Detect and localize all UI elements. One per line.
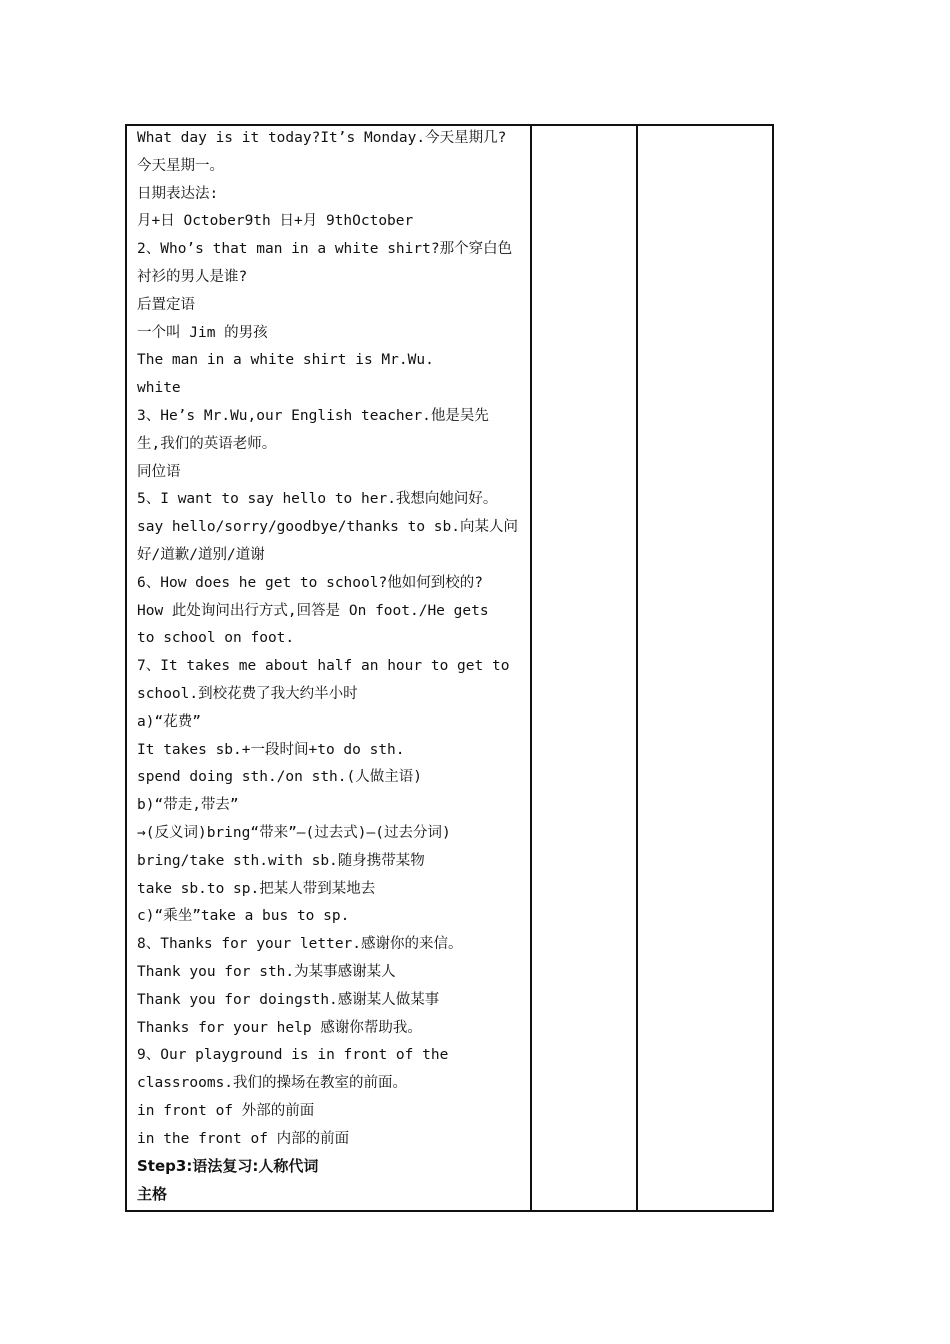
note-line: to school on foot. <box>137 630 295 647</box>
note-line: 后置定语 <box>137 296 195 313</box>
note-line: 同位语 <box>137 463 181 480</box>
note-line: 2、Who’s that man in a white shirt?那个穿白色 <box>137 241 513 258</box>
note-line: 一个叫 Jim 的男孩 <box>137 324 268 341</box>
note-line: 主格 <box>137 1185 168 1204</box>
empty-column-right <box>638 126 772 1210</box>
note-line: in the front of 内部的前面 <box>137 1130 350 1147</box>
note-line: school.到校花费了我大约半小时 <box>137 685 358 702</box>
note-line: 今天星期一。 <box>137 157 224 174</box>
note-line: →(反义词)bring“带来”—(过去式)—(过去分词) <box>137 824 451 841</box>
lesson-table <box>125 124 774 1212</box>
note-line: classrooms.我们的操场在教室的前面。 <box>137 1075 408 1092</box>
note-line: white <box>137 380 181 397</box>
note-line: bring/take sth.with sb.随身携带某物 <box>137 852 425 869</box>
note-line: 8、Thanks for your letter.感谢你的来信。 <box>137 936 463 953</box>
note-line: take sb.to sp.把某人带到某地去 <box>137 880 376 897</box>
note-line: say hello/sorry/goodbye/thanks to sb.向某人问 <box>137 519 518 536</box>
note-line: 日期表达法: <box>137 185 219 202</box>
note-line: Thanks for your help 感谢你帮助我。 <box>137 1019 422 1036</box>
note-line: Step3:语法复习:人称代词 <box>137 1157 319 1176</box>
note-line: 月+日 October9th 日+月 9thOctober <box>137 213 414 230</box>
note-line: What day is it today?It’s Monday.今天星期几? <box>137 130 507 146</box>
note-line: 生,我们的英语老师。 <box>137 435 277 452</box>
note-line: in front of 外部的前面 <box>137 1102 315 1119</box>
note-line: It takes sb.+一段时间+to do sth. <box>137 741 405 758</box>
note-line: c)“乘坐”take a bus to sp. <box>137 908 350 925</box>
note-line: b)“带走,带去” <box>137 797 239 814</box>
notes-column <box>127 126 532 1210</box>
note-line: a)“花费” <box>137 713 201 730</box>
note-line: 好/道歉/道别/道谢 <box>137 546 265 563</box>
note-line: 7、It takes me about half an hour to get to <box>137 658 510 675</box>
note-line: The man in a white shirt is Mr.Wu. <box>137 352 434 369</box>
note-line: 6、How does he get to school?他如何到校的? <box>137 574 483 591</box>
note-line: How 此处询问出行方式,回答是 On foot./He gets <box>137 602 489 619</box>
note-line: 3、He’s Mr.Wu,our English teacher.他是吴先 <box>137 407 489 424</box>
note-line: Thank you for sth.为某事感谢某人 <box>137 963 396 980</box>
note-line: spend doing sth./on sth.(人做主语) <box>137 769 422 786</box>
empty-column-middle <box>532 126 638 1210</box>
note-line: 衬衫的男人是谁? <box>137 268 248 285</box>
notes-lines <box>137 126 530 1210</box>
note-line: 9、Our playground is in front of the <box>137 1047 449 1064</box>
note-line: Thank you for doingsth.感谢某人做某事 <box>137 991 440 1008</box>
note-line: 5、I want to say hello to her.我想向她问好。 <box>137 491 498 508</box>
